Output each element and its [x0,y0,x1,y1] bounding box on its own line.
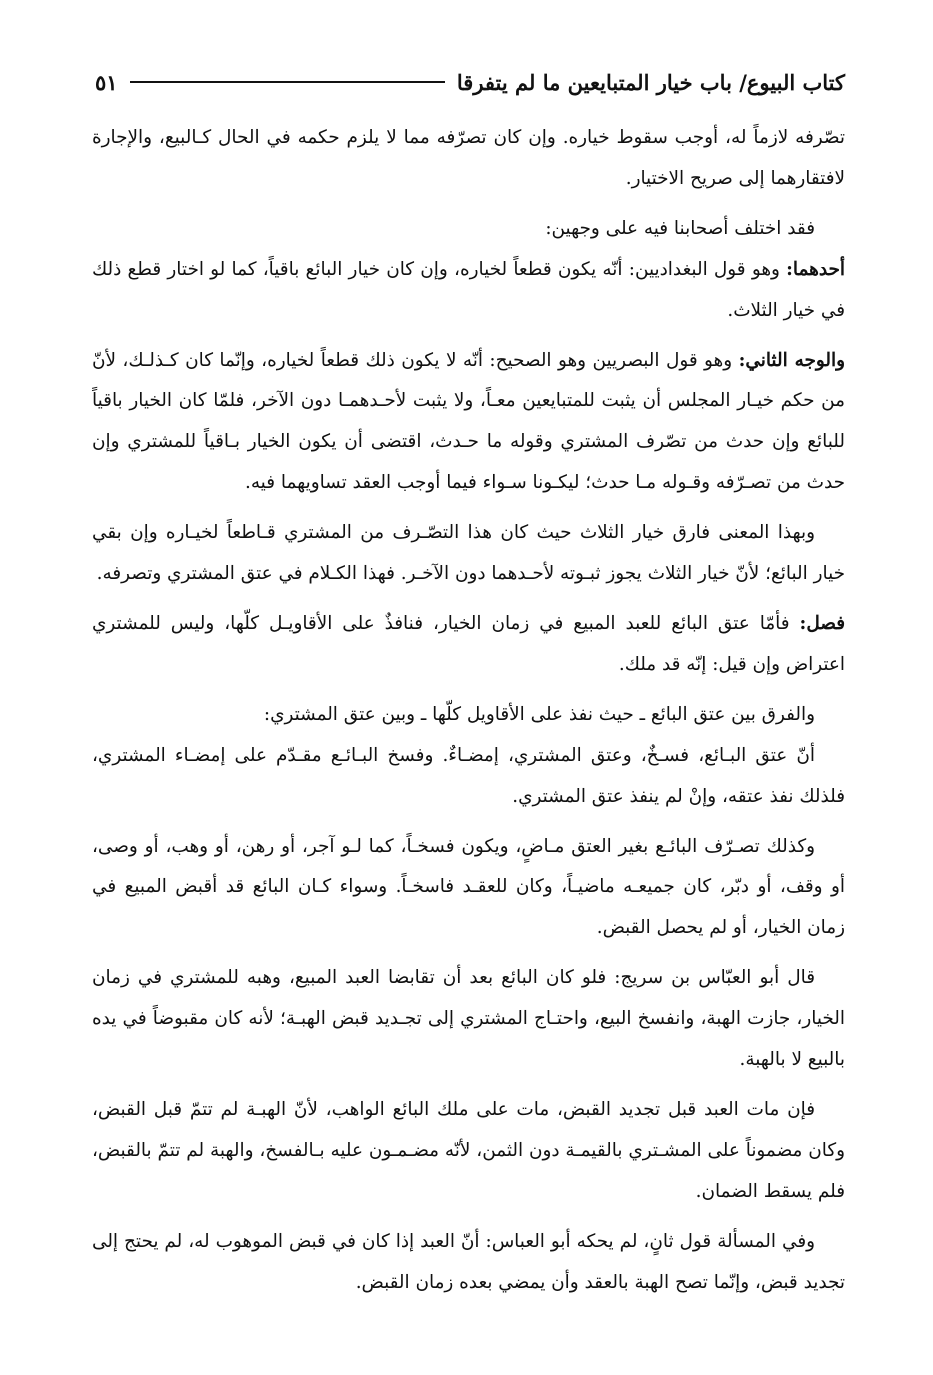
paragraph-text: فأمّا عتق البائع للعبد المبيع في زمان الخيار، فنافذٌ على الأقاويـل كلّها، وليس للمشتري اعتراض وإن قيل: إنّه قد ملك. [92,612,845,675]
paragraph-text: وفي المسألة قول ثانٍ، لم يحكه أبو العباس: أنّ العبد إذا كان في قبض الموهوب له، لم يحتج إلى تجديد قبض، وإنّما تصح الهبة بالعقد وأن يمضي بعده زمان القبض. [92,1230,845,1293]
paragraph [92,341,845,505]
paragraph-text: تصّرفه لازماً له، أوجب سقوط خياره. وإن كان تصرّفه مما لا يلزم حكمه في الحال كـالبيع، والإجارة لافتقارهما إلى صريح الاختيار. [92,127,845,189]
paragraph [92,604,845,686]
paragraph [92,513,845,595]
paragraph [92,736,845,818]
page-number: ٥١ [95,69,118,95]
paragraph-text: وهو قول البغداديين: أنّه يكون قطعاً لخياره، وإن كان خيار البائع باقياً، كما لو اختار قطع ذلك في خيار الثلاث. [92,258,845,321]
chapter-title: كتاب البيوع/ باب خيار المتبايعين ما لم يتفرقا [456,69,845,95]
paragraph-text: وكذلك تصـرّف البائـع بغير العتق مـاضٍ، ويكون فسخـاً، كما لـو آجر، أو رهن، أو وهب، أو وصى، أو وقف، أو دبّر، كان جميعـه ماضيـاً، وكان للعقـد فاسخـاً. وسواء كـان البائع قد أقبض المبيع في زمان الخيار، أو لم يحصل القبض. [92,835,845,939]
paragraph-text: والفرق بين عتق البائع ـ حيث نفذ على الأقاويل كلّها ـ وبين عتق المشتري: [263,703,815,725]
paragraph-lead: والوجه الثاني: [738,349,845,371]
paragraph [92,827,845,950]
paragraph-text: وهو قول البصريين وهو الصحيح: أنّه لا يكون ذلك قطعاً لخياره، وإنّما كان كـذلـك، لأنّ من حكم خيـار المجلس أن يثبت للمتبايعين معـاً، ولا يثبت لأحـدهمـا دون الآخر، فلمّا كان الخيار باقياً للبائع وإن حدث من تصّرف المشتري وقوله ما حـدث، اقتضى أن يكون الخيار بـاقياً للمشتري وإن حدث من تصـرّفه وقـوله مـا حدث؛ ليكـونا سـواء فيما أوجب العقد تساويهما فيه. [92,349,845,494]
paragraph-text: فقد اختلف أصحابنا فيه على وجهين: [545,217,815,239]
paragraph [92,209,845,250]
paragraph-text: أنّ عتق البـائع، فسـخٌ، وعتق المشتري، إمضـاءٌ. وفسخ البـائـع مقـدّم على إمضـاء المشتري، فلذلك نفذ عتقه، وإنْ لم ينفذ عتق المشتري. [92,744,845,807]
paragraph [92,958,845,1081]
paragraph-text: قال أبو العبّاس بن سريج: فلو كان البائع بعد أن تقابضا العبد المبيع، وهبه للمشتري في زمان الخيار، جازت الهبة، وانفسخ البيع، واحتـاج المشتري إلى تجـديد قبض الهبـة؛ لأنه كان مقبوضاً في يده بالبيع لا بالهبة. [92,967,845,1071]
paragraph [92,695,845,736]
body-text [92,118,845,1312]
header-rule [130,81,445,83]
paragraph-text: فإن مات العبد قبل تجديد القبض، مات على ملك البائع الواهب، لأنّ الهبـة لم تتمّ قبل القبض، وكان مضموناً على المشـتري بالقيمـة دون الثمن، لأنّه مضـمـون عليه بـالفسخ، والهبة لم تتمّ بالقبض، فلم يسقط الضمان. [92,1098,845,1202]
paragraph [92,1090,845,1213]
paragraph-lead: أحدهما: [786,258,845,280]
paragraph [92,118,845,200]
paragraph-text: وبهذا المعنى فارق خيار الثلاث حيث كان هذا التصّـرف من المشتري قـاطعاً لخيـاره وإن بقي خيار البائع؛ لأنّ خيار الثلاث يجوز ثبـوته لأحـدهما دون الآخـر. فهذا الكـلام في عتق المشتري وتصرفه. [92,522,845,585]
paragraph-lead: فصل: [799,612,845,634]
paragraph [92,1222,845,1304]
running-header [95,62,845,102]
paragraph [92,250,845,332]
